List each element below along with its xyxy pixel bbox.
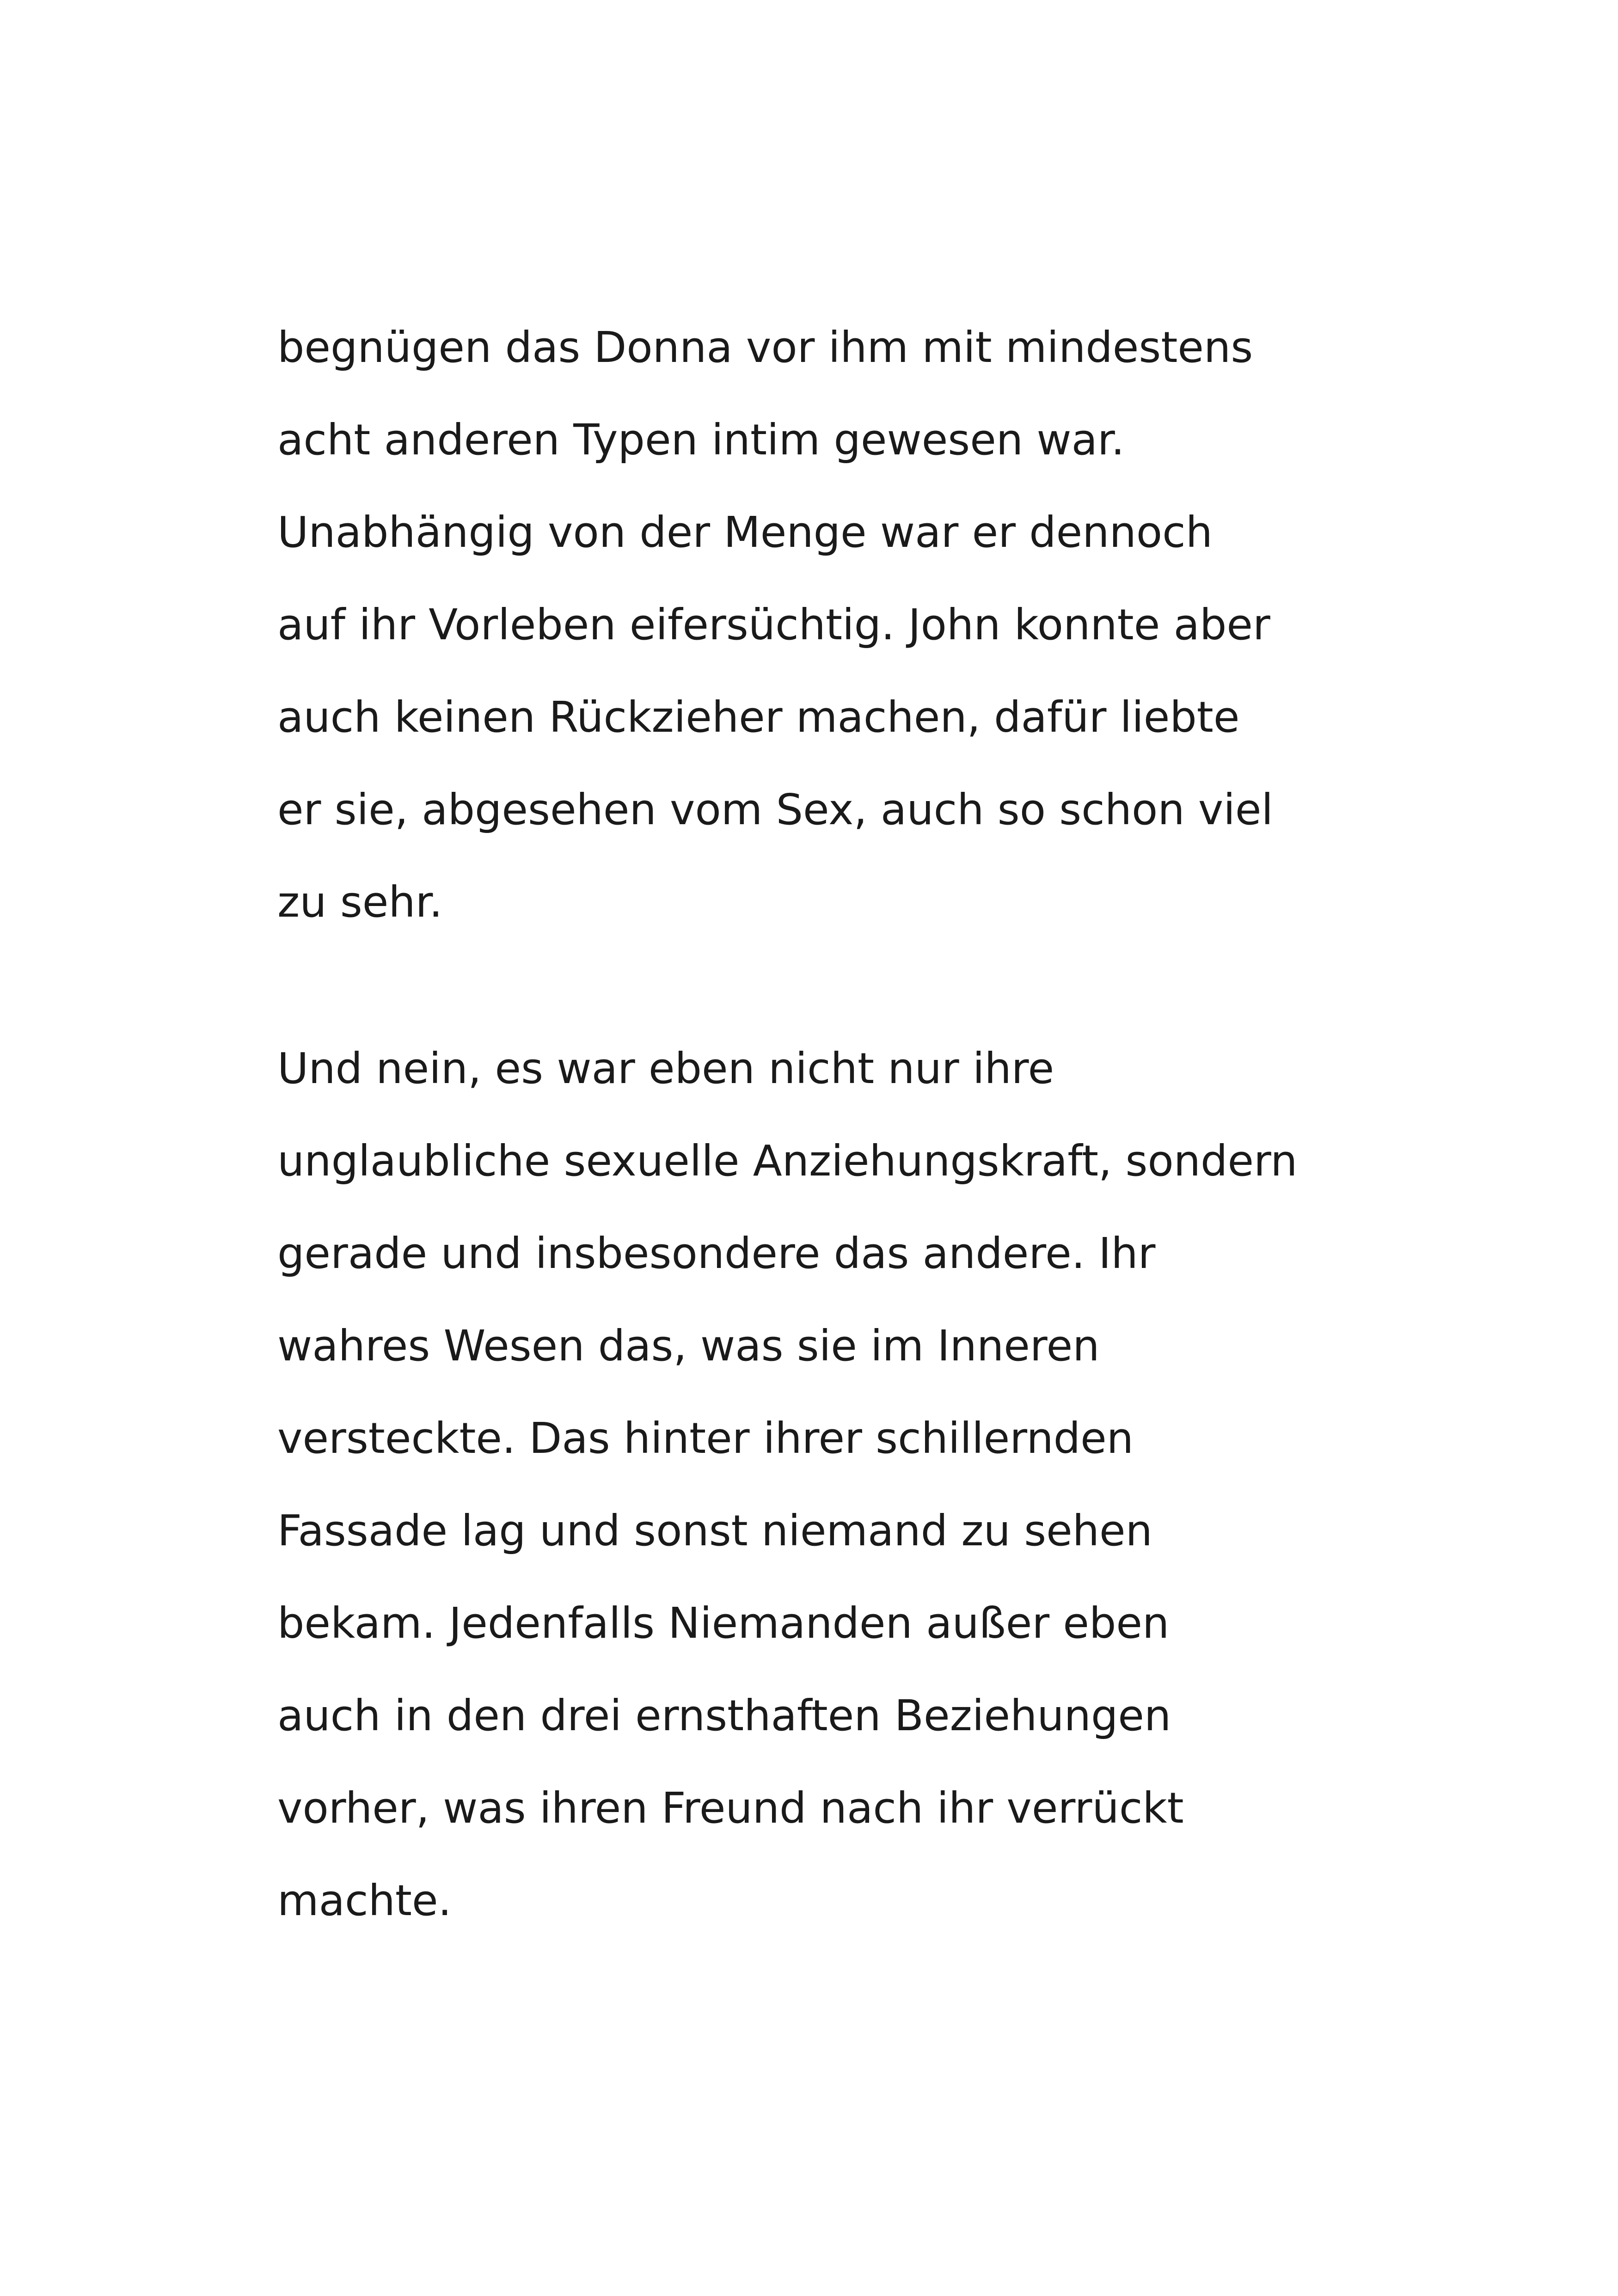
text-line: wahres Wesen das, was sie im Inneren xyxy=(277,1321,1100,1371)
text-line: bekam. Jedenfalls Niemanden außer eben xyxy=(277,1598,1170,1648)
text-line: machte. xyxy=(277,1876,452,1925)
paragraph xyxy=(277,301,1387,949)
text-line: begnügen das Donna vor ihm mit mindestens xyxy=(277,323,1253,372)
text-line: auf ihr Vorleben eifersüchtig. John konnte aber xyxy=(277,600,1270,649)
text-line: er sie, abgesehen vom Sex, auch so schon viel xyxy=(277,785,1274,834)
text-line: Unabhängig von der Menge war er dennoch xyxy=(277,508,1213,557)
text-line: Und nein, es war eben nicht nur ihre xyxy=(277,1044,1054,1093)
text-line: Fassade lag und sonst niemand zu sehen xyxy=(277,1506,1152,1555)
text-line: auch keinen Rückzieher machen, dafür liebte xyxy=(277,692,1240,742)
text-line: zu sehr. xyxy=(277,877,443,927)
paragraph xyxy=(277,1022,1387,1947)
text-line: unglaubliche sexuelle Anziehungskraft, sondern xyxy=(277,1136,1298,1186)
text-line: acht anderen Typen intim gewesen war. xyxy=(277,415,1125,465)
text-line: gerade und insbesondere das andere. Ihr xyxy=(277,1229,1156,1278)
text-line: auch in den drei ernsthaften Beziehungen xyxy=(277,1691,1171,1740)
text-line: versteckte. Das hinter ihrer schillernden xyxy=(277,1414,1134,1463)
text-line: vorher, was ihren Freund nach ihr verrückt xyxy=(277,1783,1184,1833)
